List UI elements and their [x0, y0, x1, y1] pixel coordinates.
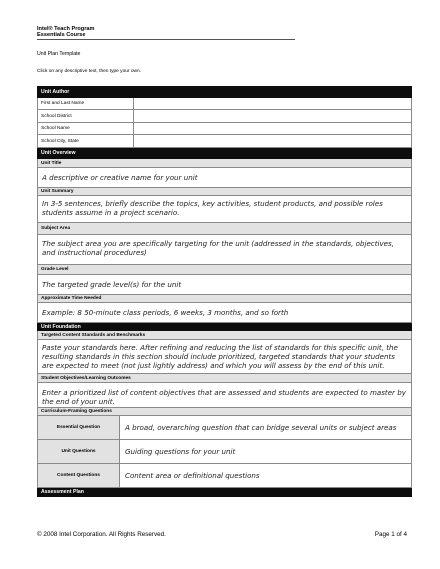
unit-foundation-header: Unit Foundation — [37, 323, 412, 331]
essential-question-row — [37, 416, 412, 440]
author-name-row — [37, 98, 412, 110]
standards-field[interactable]: Paste your standards here. After refining and reducing the list of standards for this specific unit, the resulting standards in this section should include prioritized, targeted standards that your students are expected to meet (not just lightly address) and which you will assess by the end of this unit. — [37, 340, 412, 374]
cfq-label: Curriculum-Framing Questions — [37, 408, 412, 416]
author-name-label: First and Last Name — [38, 98, 134, 109]
course-name: Essentials Course — [37, 32, 86, 38]
template-title: Unit Plan Template — [37, 51, 81, 57]
school-district-field[interactable] — [134, 110, 411, 122]
grade-level-field[interactable]: The targeted grade level(s) for the unit — [37, 275, 412, 295]
time-needed-field[interactable]: Example: 8 50-minute class periods, 6 weeks, 3 months, and so forth — [37, 303, 412, 323]
school-city-row — [37, 135, 412, 148]
copyright-text: © 2008 Intel Corporation. All Rights Reserved. — [37, 531, 166, 538]
school-name-label: School Name — [38, 123, 134, 134]
subject-area-field[interactable]: The subject area you are specifically targeting for the unit (addressed in the standards, objectives, and instructional procedures) — [37, 235, 412, 265]
school-district-row — [37, 110, 412, 123]
unit-questions-row — [37, 440, 412, 464]
school-city-field[interactable] — [134, 135, 411, 147]
essential-question-field[interactable]: A broad, overarching question that can bridge several units or subject areas — [125, 423, 397, 432]
unit-plan-form — [37, 86, 412, 497]
content-questions-field[interactable]: Content area or definitional questions — [125, 471, 260, 480]
unit-summary-field[interactable]: In 3-5 sentences, briefly describe the topics, key activities, student products, and possible roles students assume in a project scenario. — [37, 196, 412, 223]
instructions-text: Click on any descriptive text, then type your own. — [37, 69, 141, 74]
school-city-label: School City, State — [38, 135, 134, 147]
objectives-field[interactable]: Enter a prioritized list of content objectives that are assessed and students are expected to master by the end of your unit. — [37, 383, 412, 408]
unit-questions-label: Unit Questions — [38, 440, 120, 463]
program-title: Intel® Teach Program — [37, 26, 95, 32]
essential-question-label: Essential Question — [38, 416, 120, 439]
unit-questions-field[interactable]: Guiding questions for your unit — [125, 447, 236, 456]
school-district-label: School District — [38, 110, 134, 122]
standards-label: Targeted Content Standards and Benchmarks — [37, 331, 412, 340]
page-number: Page 1 of 4 — [374, 531, 407, 538]
unit-summary-label: Unit Summary — [37, 188, 412, 196]
grade-level-label: Grade Level — [37, 265, 412, 275]
school-name-row — [37, 123, 412, 135]
unit-overview-header: Unit Overview — [37, 148, 412, 159]
assessment-plan-header: Assessment Plan — [37, 488, 412, 497]
school-name-field[interactable] — [134, 123, 411, 134]
content-questions-label: Content Questions — [38, 464, 120, 487]
header-divider — [37, 39, 295, 40]
author-name-field[interactable] — [134, 98, 411, 109]
time-needed-label: Approximate Time Needed — [37, 295, 412, 303]
unit-author-header: Unit Author — [37, 86, 412, 98]
objectives-label: Student Objectives/Learning Outcomes — [37, 374, 412, 383]
content-questions-row — [37, 464, 412, 488]
subject-area-label: Subject Area — [37, 223, 412, 235]
unit-title-field[interactable]: A descriptive or creative name for your unit — [37, 168, 412, 188]
unit-title-label: Unit Title — [37, 159, 412, 168]
